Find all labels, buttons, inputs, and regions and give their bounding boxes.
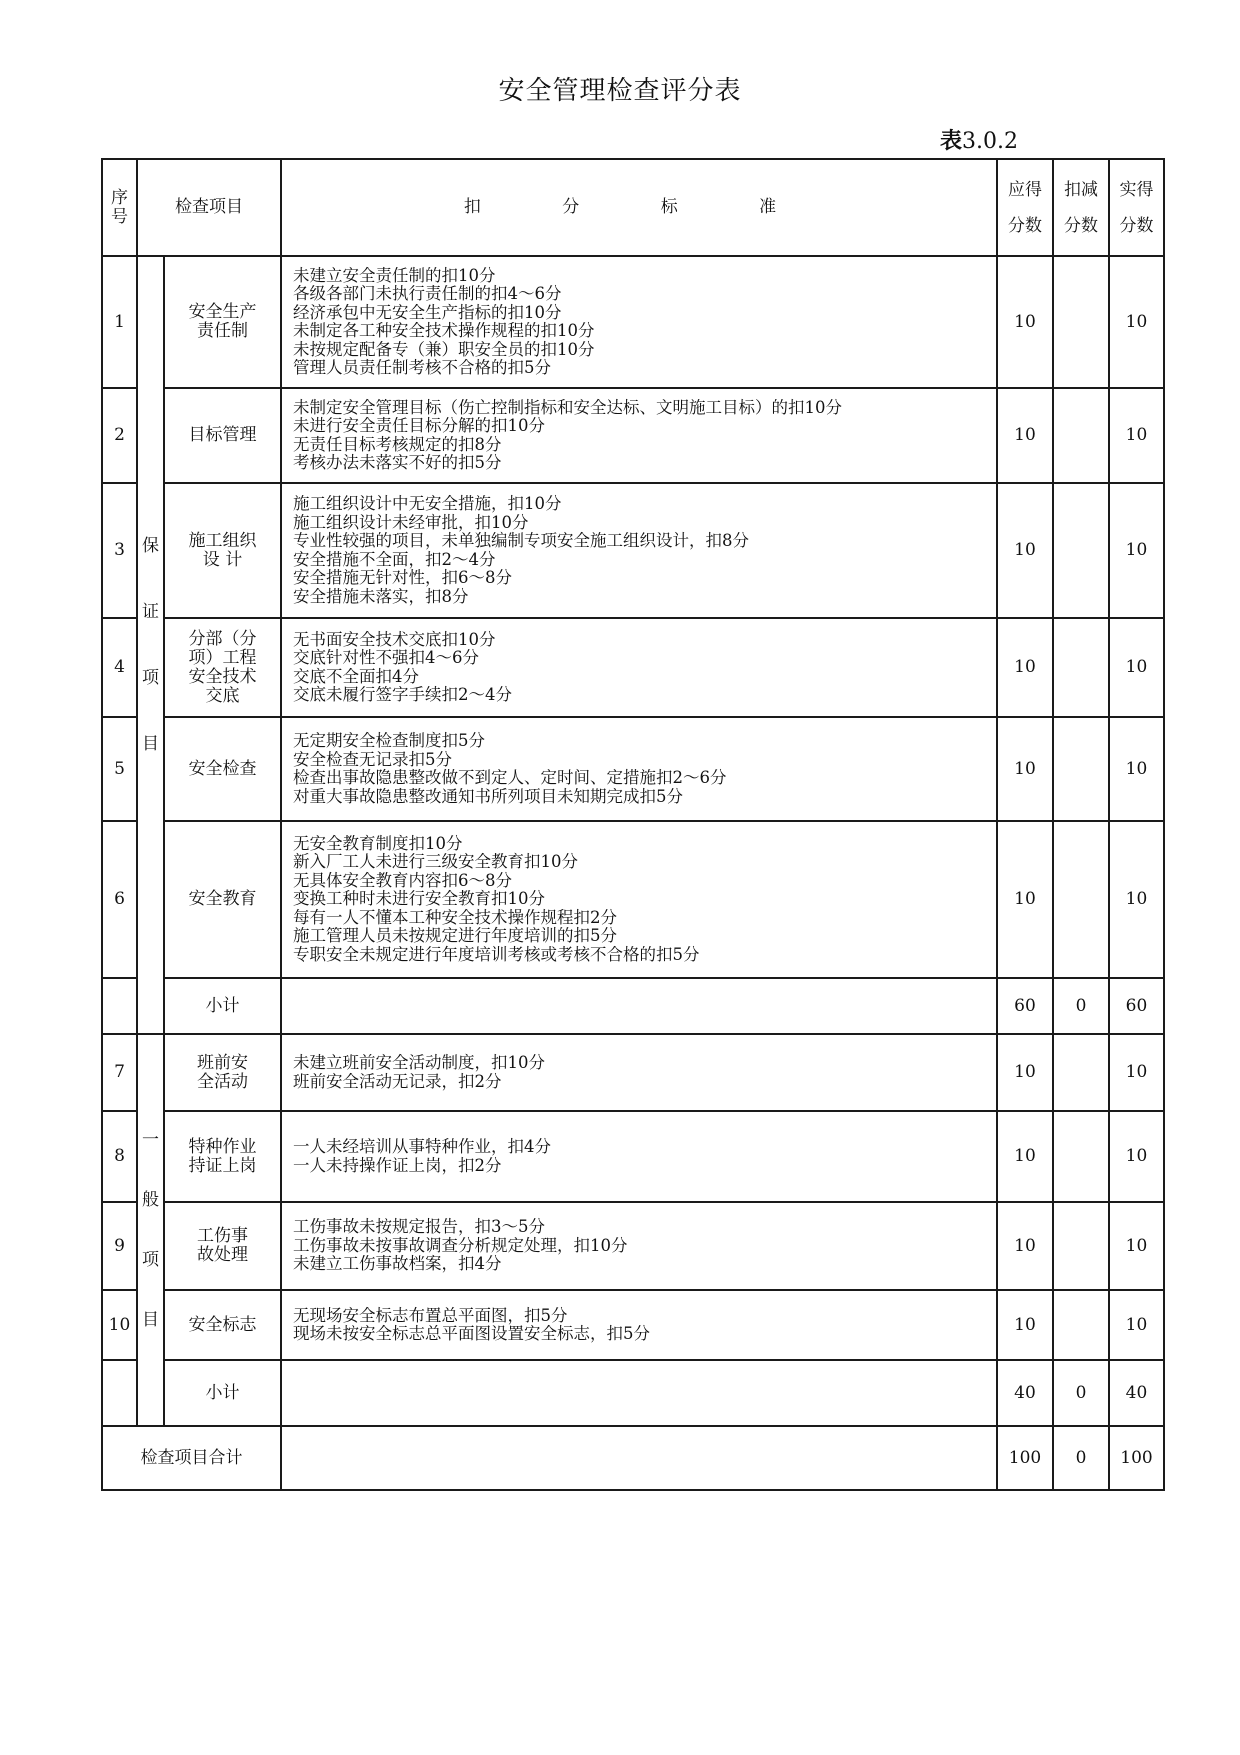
row-deduct-score	[1053, 821, 1109, 978]
row-actual-score: 10	[1109, 1290, 1164, 1360]
standard-line: 管理人员责任制考核不合格的扣5分	[293, 358, 551, 377]
row-actual-score: 60	[1109, 978, 1164, 1034]
row-item	[164, 1360, 281, 1426]
row-item-line: 安全生产	[188, 302, 257, 322]
standard-line: 交底不全面扣4分	[293, 666, 419, 686]
standard-line: 各级各部门未执行责任制的扣4～6分	[293, 284, 562, 303]
row-item-line: 班前安	[197, 1052, 248, 1073]
row-actual-score: 10	[1109, 388, 1164, 483]
standard-line: 一人未经培训从事特种作业，扣4分	[293, 1137, 551, 1156]
row-actual-score: 10	[1109, 1111, 1164, 1202]
standard-line: 未制定各工种安全技术操作规程的扣10分	[293, 321, 595, 340]
standard-line: 专职安全未规定进行年度培训考核或考核不合格的扣5分	[293, 944, 700, 964]
standard-line: 安全措施不全面，扣2～4分	[293, 549, 496, 569]
table-row	[102, 821, 1164, 978]
standard-line: 未建立工伤事故档案，扣4分	[293, 1254, 502, 1274]
header-row	[102, 159, 1164, 256]
row-actual-score: 10	[1109, 717, 1164, 821]
group-char: 般	[142, 1190, 159, 1210]
row-item	[164, 821, 281, 978]
row-deduct-score: 0	[1053, 1360, 1109, 1426]
row-standards	[281, 1034, 997, 1111]
row-seq: 4	[102, 618, 137, 717]
standard-line: 未建立班前安全活动制度，扣10分	[293, 1053, 545, 1072]
row-due-score: 10	[997, 821, 1053, 978]
row-item-line: 责任制	[197, 321, 248, 341]
standard-line: 专业性较强的项目，未单独编制专项安全施工组织设计，扣8分	[293, 531, 749, 550]
standard-line: 交底未履行签字手续扣2～4分	[293, 685, 512, 704]
group-char: 项	[142, 1250, 159, 1270]
row-deduct-score	[1053, 1034, 1109, 1111]
standard-line: 工伤事故未按事故调查分析规定处理，扣10分	[293, 1235, 628, 1255]
row-item-line: 施工组织	[188, 530, 257, 551]
row-item	[164, 618, 281, 717]
row-item-line: 故处理	[197, 1245, 248, 1265]
standard-line: 工伤事故未按规定报告，扣3～5分	[293, 1217, 545, 1237]
standard-line: 安全措施未落实，扣8分	[293, 586, 469, 606]
row-deduct-score	[1053, 1111, 1109, 1202]
row-seq: 2	[102, 388, 137, 483]
standard-line: 未按规定配备专（兼）职安全员的扣10分	[293, 339, 595, 359]
row-due-score: 10	[997, 717, 1053, 821]
row-due-score: 10	[997, 388, 1053, 483]
standard-line: 检查出事故隐患整改做不到定人、定时间、定措施扣2～6分	[293, 768, 727, 787]
row-due-score: 10	[997, 1034, 1053, 1111]
standard-line: 无现场安全标志布置总平面图，扣5分	[293, 1305, 568, 1325]
row-item-line: 项）工程	[188, 647, 257, 668]
row-item-line: 安全教育	[188, 889, 257, 909]
row-seq: 6	[102, 821, 137, 978]
row-seq: 7	[102, 1034, 137, 1111]
table-row	[102, 388, 1164, 483]
row-deduct-score	[1053, 256, 1109, 388]
row-item	[164, 1290, 281, 1360]
row-standards	[281, 483, 997, 618]
row-deduct-score	[1053, 1290, 1109, 1360]
header-due	[997, 159, 1053, 256]
row-due-score: 60	[997, 978, 1053, 1034]
standard-line: 未建立安全责任制的扣10分	[293, 265, 496, 285]
row-due-score: 10	[997, 618, 1053, 717]
row-due-score: 10	[997, 1290, 1053, 1360]
standard-line: 无具体安全教育内容扣6～8分	[293, 870, 512, 890]
row-standards	[281, 1111, 997, 1202]
standard-line: 无责任目标考核规定的扣8分	[293, 434, 502, 454]
standard-line: 无安全教育制度扣10分	[293, 833, 463, 853]
row-standards	[281, 1202, 997, 1290]
row-actual-score: 10	[1109, 1034, 1164, 1111]
row-deduct-score	[1053, 717, 1109, 821]
row-seq: 5	[102, 717, 137, 821]
standard-line: 班前安全活动无记录，扣2分	[293, 1071, 502, 1091]
row-item-line: 工伤事	[197, 1226, 248, 1246]
row-item-line: 特种作业	[188, 1136, 257, 1157]
table-row	[102, 256, 1164, 388]
row-standards	[281, 618, 997, 717]
standard-line: 一人未持操作证上岗，扣2分	[293, 1155, 502, 1175]
header-actual	[1109, 159, 1164, 256]
header-due-line1: 应得	[1008, 179, 1042, 200]
standard-line: 对重大事故隐患整改通知书所列项目未知期完成扣5分	[293, 786, 683, 806]
standard-line: 施工管理人员未按规定进行年度培训的扣5分	[293, 926, 617, 946]
standard-line: 交底针对性不强扣4～6分	[293, 648, 479, 667]
row-seq: 8	[102, 1111, 137, 1202]
total-deduct-score: 0	[1053, 1426, 1109, 1490]
standard-line: 施工组织设计中无安全措施，扣10分	[293, 494, 562, 513]
header-item: 检查项目	[137, 159, 281, 256]
row-standards	[281, 388, 997, 483]
header-actual-line1: 实得	[1119, 179, 1154, 200]
group-char: 证	[142, 602, 159, 622]
row-seq: 9	[102, 1202, 137, 1290]
row-item	[164, 1034, 281, 1111]
row-item	[164, 717, 281, 821]
row-due-score: 10	[997, 1111, 1053, 1202]
row-deduct-score: 0	[1053, 978, 1109, 1034]
header-standard	[281, 159, 997, 256]
header-actual-line2: 分数	[1119, 215, 1154, 236]
table-row	[102, 618, 1164, 717]
row-item	[164, 483, 281, 618]
row-due-score: 10	[997, 256, 1053, 388]
score-table	[101, 158, 1165, 1491]
row-item-line: 交底	[205, 685, 240, 706]
total-standards	[281, 1426, 997, 1490]
table-row	[102, 1290, 1164, 1360]
row-standards	[281, 821, 997, 978]
row-item-line: 小计	[205, 995, 240, 1016]
standard-line: 每有一人不懂本工种安全技术操作规程扣2分	[293, 907, 617, 927]
row-item-line: 目标管理	[188, 425, 257, 445]
row-deduct-score	[1053, 483, 1109, 618]
table-row	[102, 1034, 1164, 1111]
row-seq	[102, 978, 137, 1034]
standard-line: 安全措施无针对性，扣6～8分	[293, 568, 512, 587]
row-item-line: 全活动	[197, 1071, 248, 1092]
group-char: 目	[142, 734, 159, 754]
table-row	[102, 978, 1164, 1034]
row-item	[164, 256, 281, 388]
table-code-prefix: 表	[940, 129, 963, 154]
standard-line: 未进行安全责任目标分解的扣10分	[293, 416, 545, 435]
standard-line: 新入厂工人未进行三级安全教育扣10分	[293, 852, 578, 872]
row-deduct-score	[1053, 388, 1109, 483]
standard-line: 经济承包中无安全生产指标的扣10分	[293, 302, 562, 322]
group-char: 项	[142, 668, 159, 688]
group-char: 目	[142, 1310, 159, 1330]
row-due-score: 40	[997, 1360, 1053, 1426]
table-code-number: 3.0.2	[962, 129, 1018, 154]
group-general-items	[137, 1034, 164, 1426]
row-actual-score: 10	[1109, 618, 1164, 717]
total-row	[102, 1426, 1164, 1490]
header-deduct	[1053, 159, 1109, 256]
header-standard-text: 扣 分 标 准	[463, 197, 815, 217]
row-actual-score: 10	[1109, 256, 1164, 388]
page-title: 安全管理检查评分表	[498, 76, 742, 106]
group-guarantee-items	[137, 256, 164, 1034]
total-label: 检查项目合计	[102, 1426, 281, 1490]
table-code	[940, 124, 1018, 155]
row-deduct-score	[1053, 1202, 1109, 1290]
total-due-score: 100	[997, 1426, 1053, 1490]
table-row	[102, 1360, 1164, 1426]
row-item-line: 持证上岗	[188, 1155, 257, 1176]
row-standards	[281, 978, 997, 1034]
header-seq	[102, 159, 137, 256]
row-actual-score: 10	[1109, 483, 1164, 618]
header-seq-text: 序号	[111, 187, 128, 227]
row-item-line: 安全检查	[188, 758, 257, 779]
row-seq	[102, 1360, 137, 1426]
standard-line: 安全检查无记录扣5分	[293, 749, 452, 769]
row-standards	[281, 717, 997, 821]
standard-line: 未制定安全管理目标（伤亡控制指标和安全达标、文明施工目标）的扣10分	[293, 397, 842, 417]
table-row	[102, 1202, 1164, 1290]
row-seq: 10	[102, 1290, 137, 1360]
row-item	[164, 388, 281, 483]
row-actual-score: 10	[1109, 821, 1164, 978]
row-item-line: 安全技术	[188, 666, 257, 687]
table-row	[102, 483, 1164, 618]
group-char: 一	[142, 1130, 159, 1150]
header-deduct-line1: 扣减	[1064, 179, 1098, 200]
row-item-line: 设 计	[202, 549, 243, 570]
standard-line: 无书面安全技术交底扣10分	[293, 629, 496, 649]
table-row	[102, 1111, 1164, 1202]
row-due-score: 10	[997, 1202, 1053, 1290]
row-item	[164, 1111, 281, 1202]
row-standards	[281, 1360, 997, 1426]
standard-line: 考核办法未落实不好的扣5分	[293, 453, 502, 472]
row-seq: 3	[102, 483, 137, 618]
row-standards	[281, 1290, 997, 1360]
row-deduct-score	[1053, 618, 1109, 717]
header-due-line2: 分数	[1008, 215, 1042, 236]
standard-line: 施工组织设计未经审批，扣10分	[293, 512, 529, 532]
table-row	[102, 717, 1164, 821]
row-seq: 1	[102, 256, 137, 388]
row-due-score: 10	[997, 483, 1053, 618]
row-item	[164, 978, 281, 1034]
row-item-line: 小计	[205, 1382, 240, 1403]
total-actual-score: 100	[1109, 1426, 1164, 1490]
standard-line: 变换工种时未进行安全教育扣10分	[293, 889, 545, 909]
row-item-line: 安全标志	[188, 1314, 257, 1335]
standard-line: 现场未按安全标志总平面图设置安全标志，扣5分	[293, 1324, 650, 1343]
row-actual-score: 40	[1109, 1360, 1164, 1426]
header-deduct-line2: 分数	[1064, 215, 1098, 236]
row-item	[164, 1202, 281, 1290]
row-actual-score: 10	[1109, 1202, 1164, 1290]
standard-line: 无定期安全检查制度扣5分	[293, 731, 485, 750]
row-item-line: 分部（分	[188, 628, 257, 649]
row-standards	[281, 256, 997, 388]
group-char: 保	[142, 536, 159, 556]
